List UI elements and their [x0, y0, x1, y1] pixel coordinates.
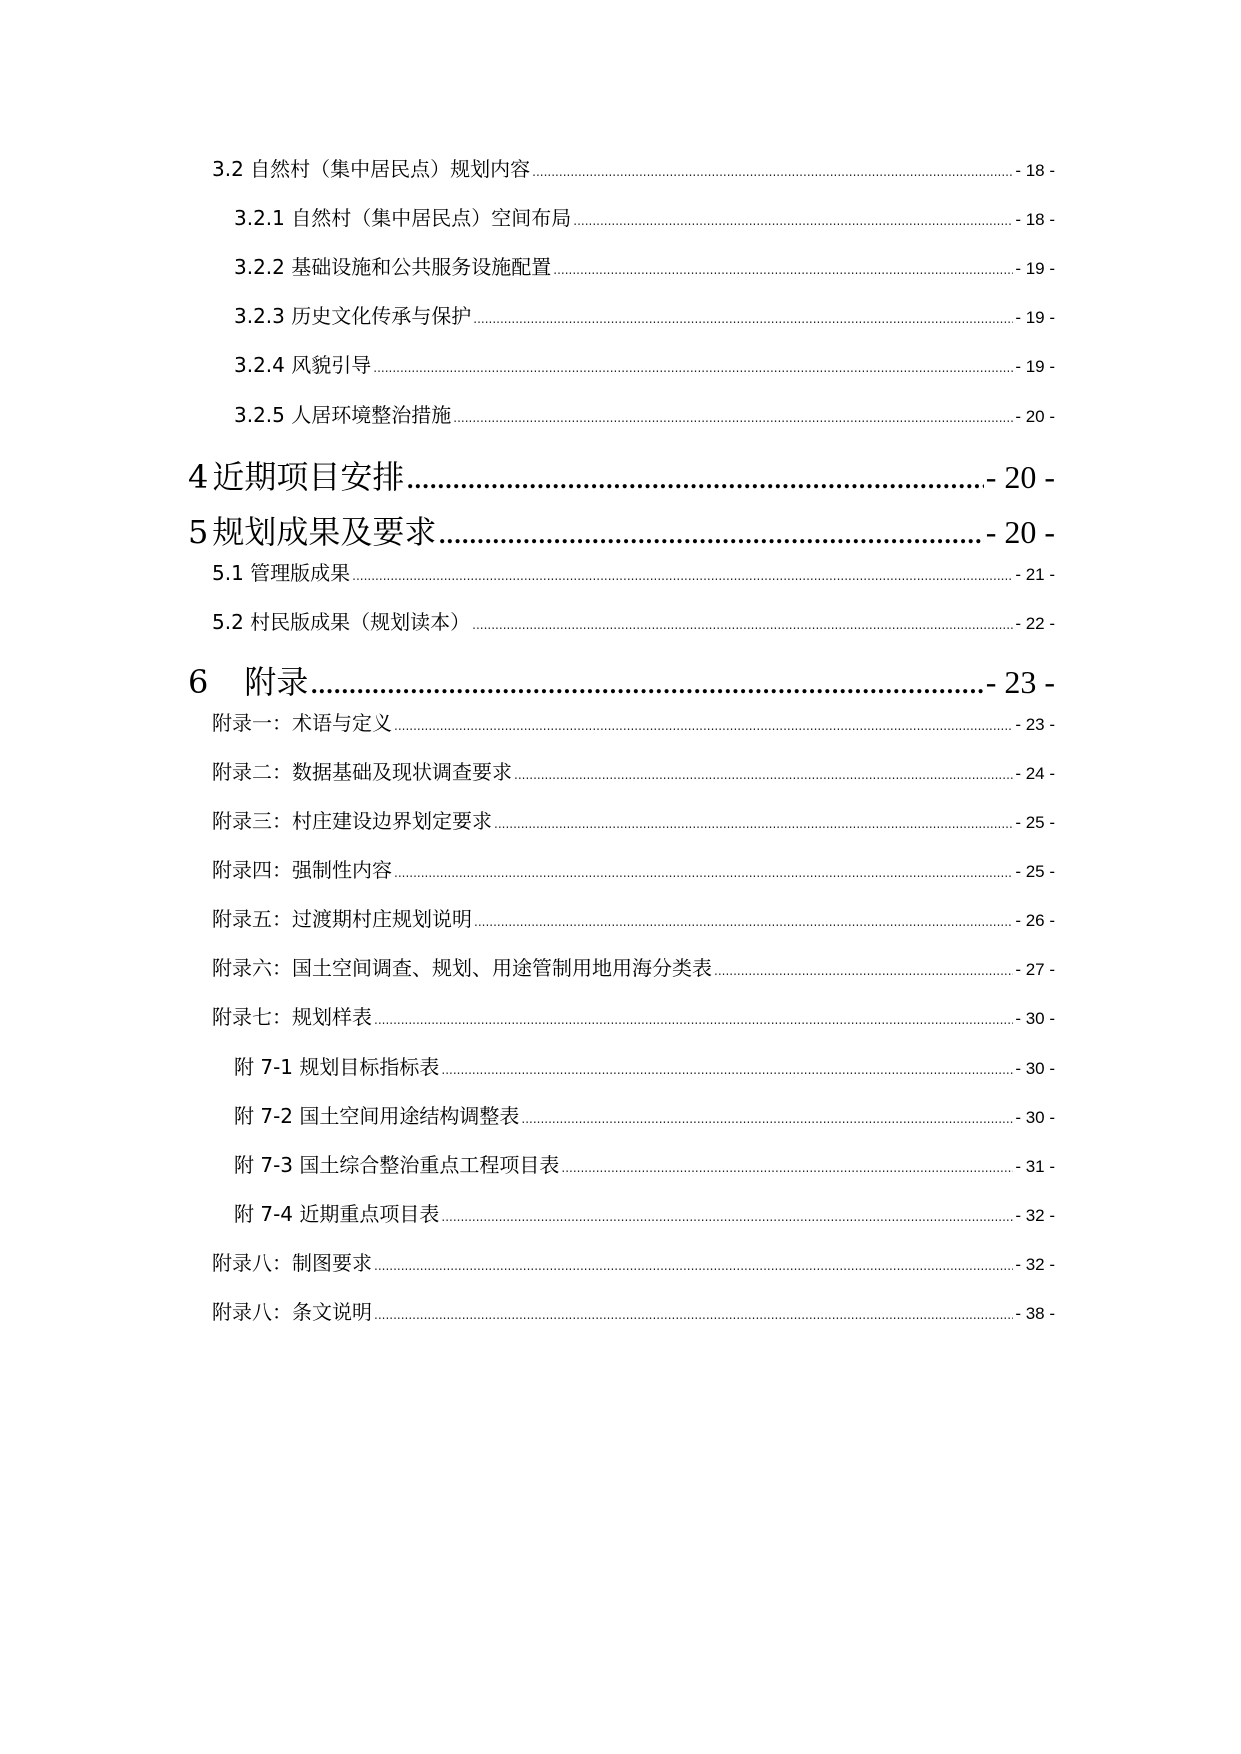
toc-page-number: - 25 -	[1015, 813, 1055, 832]
toc-appendix-7-4[interactable]	[234, 1199, 1055, 1229]
toc-page-number: - 30 -	[1015, 1059, 1055, 1078]
toc-dot-leader	[494, 809, 1013, 839]
toc-dot-leader	[441, 1055, 1013, 1085]
toc-page-number: - 32 -	[1015, 1206, 1055, 1225]
toc-page-number: - 20 -	[1015, 407, 1055, 426]
toc-page-number: - 23 -	[985, 664, 1055, 700]
toc-appendix-1[interactable]	[212, 708, 1055, 738]
toc-appendix-4[interactable]	[212, 855, 1055, 885]
toc-entry-label: 3.2.2 基础设施和公共服务设施配置	[234, 255, 552, 279]
toc-dot-leader	[374, 1005, 1013, 1035]
toc-chapter-6[interactable]	[188, 660, 1055, 704]
toc-page-number: - 32 -	[1015, 1255, 1055, 1274]
toc-appendix-5[interactable]	[212, 904, 1055, 934]
toc-chapter-4[interactable]	[188, 455, 1055, 499]
toc-page-number: - 24 -	[1015, 764, 1055, 783]
toc-entry-label: 附 7-4 近期重点项目表	[234, 1202, 440, 1226]
toc-entry-label: 3.2.5 人居环境整治措施	[234, 403, 452, 427]
toc-dot-leader	[406, 459, 983, 503]
toc-entry-label: 附录三：村庄建设边界划定要求	[212, 809, 492, 833]
toc-page-number: - 30 -	[1015, 1108, 1055, 1127]
toc-chapter-5[interactable]	[188, 510, 1055, 554]
toc-dot-leader	[514, 760, 1013, 790]
toc-appendix-8-drawing[interactable]	[212, 1248, 1055, 1278]
toc-entry-label: 3.2.4 风貌引导	[234, 353, 372, 377]
toc-page-number: - 30 -	[1015, 1009, 1055, 1028]
toc-page-number: - 31 -	[1015, 1157, 1055, 1176]
toc-entry-3-2-1[interactable]	[234, 203, 1055, 233]
toc-dot-leader	[561, 1153, 1013, 1183]
toc-page-number: - 25 -	[1015, 862, 1055, 881]
toc-entry-3-2-2[interactable]	[234, 252, 1055, 282]
toc-chapter-label	[188, 660, 308, 704]
toc-page-number: - 20 -	[985, 459, 1055, 495]
toc-chapter-label	[188, 455, 404, 499]
toc-entry-label: 附录七：规划样表	[212, 1005, 372, 1029]
toc-dot-leader	[473, 304, 1013, 334]
toc-dot-leader	[532, 157, 1013, 187]
toc-dot-leader	[438, 514, 983, 558]
toc-chapter-number: 6	[188, 663, 209, 701]
toc-appendix-8-notes[interactable]	[212, 1297, 1055, 1327]
toc-appendix-2[interactable]	[212, 757, 1055, 787]
toc-entry-label: 附录二：数据基础及现状调查要求	[212, 760, 512, 784]
toc-page-number: - 18 -	[1015, 161, 1055, 180]
toc-dot-leader	[352, 561, 1013, 591]
toc-appendix-7-1[interactable]	[234, 1052, 1055, 1082]
toc-dot-leader	[553, 255, 1013, 285]
toc-page-number: - 38 -	[1015, 1304, 1055, 1323]
toc-entry-label: 3.2.3 历史文化传承与保护	[234, 304, 472, 328]
toc-page-number: - 19 -	[1015, 357, 1055, 376]
toc-appendix-7-2[interactable]	[234, 1101, 1055, 1131]
toc-page-number: - 22 -	[1015, 614, 1055, 633]
toc-chapter-title: 附录	[244, 663, 309, 701]
toc-dot-leader	[373, 353, 1013, 383]
toc-chapter-label	[188, 510, 436, 554]
toc-entry-3-2-5[interactable]	[234, 400, 1055, 430]
toc-page-number: - 26 -	[1015, 911, 1055, 930]
toc-entry-label: 附录六：国土空间调查、规划、用途管制用地用海分类表	[212, 956, 712, 980]
toc-dot-leader	[474, 907, 1013, 937]
toc-dot-leader	[310, 664, 983, 708]
toc-appendix-6[interactable]	[212, 953, 1055, 983]
toc-entry-label: 附 7-1 规划目标指标表	[234, 1055, 440, 1079]
toc-dot-leader	[453, 403, 1013, 433]
toc-page-number: - 23 -	[1015, 715, 1055, 734]
toc-entry-label: 附录四：强制性内容	[212, 858, 392, 882]
toc-entry-label: 3.2 自然村（集中居民点）规划内容	[212, 157, 531, 181]
toc-entry-label: 附录八：制图要求	[212, 1251, 372, 1275]
toc-dot-leader	[714, 956, 1013, 986]
toc-entry-label: 附 7-3 国土综合整治重点工程项目表	[234, 1153, 560, 1177]
toc-entry-3-2-4[interactable]	[234, 350, 1055, 380]
toc-appendix-7-3[interactable]	[234, 1150, 1055, 1180]
toc-dot-leader	[374, 1251, 1013, 1281]
toc-dot-leader	[573, 206, 1013, 236]
toc-dot-leader	[374, 1300, 1013, 1330]
toc-page-number: - 21 -	[1015, 565, 1055, 584]
toc-page-number: - 19 -	[1015, 259, 1055, 278]
toc-entry-5-1[interactable]	[212, 558, 1055, 588]
toc-entry-label: 3.2.1 自然村（集中居民点）空间布局	[234, 206, 572, 230]
toc-entry-label: 5.1 管理版成果	[212, 561, 351, 585]
toc-entry-label: 5.2 村民版成果（规划读本）	[212, 610, 471, 634]
toc-page-number: - 27 -	[1015, 960, 1055, 979]
toc-dot-leader	[394, 711, 1013, 741]
toc-page-number: - 18 -	[1015, 210, 1055, 229]
toc-entry-label: 附录一：术语与定义	[212, 711, 392, 735]
toc-dot-leader	[472, 610, 1013, 640]
toc-chapter-number: 4	[188, 458, 209, 496]
toc-chapter-title: 规划成果及要求	[212, 513, 437, 551]
toc-entry-label: 附录五：过渡期村庄规划说明	[212, 907, 472, 931]
toc-dot-leader	[521, 1104, 1013, 1134]
toc-page-number: - 19 -	[1015, 308, 1055, 327]
toc-appendix-7[interactable]	[212, 1002, 1055, 1032]
toc-entry-label: 附 7-2 国土空间用途结构调整表	[234, 1104, 520, 1128]
toc-entry-label: 附录八：条文说明	[212, 1300, 372, 1324]
toc-chapter-title: 近期项目安排	[212, 458, 405, 496]
toc-dot-leader	[394, 858, 1013, 888]
toc-appendix-3[interactable]	[212, 806, 1055, 836]
toc-entry-3-2-3[interactable]	[234, 301, 1055, 331]
toc-dot-leader	[441, 1202, 1013, 1232]
toc-entry-3-2[interactable]	[212, 154, 1055, 184]
toc-chapter-number: 5	[188, 513, 209, 551]
toc-page-number: - 20 -	[985, 514, 1055, 550]
toc-entry-5-2[interactable]	[212, 607, 1055, 637]
